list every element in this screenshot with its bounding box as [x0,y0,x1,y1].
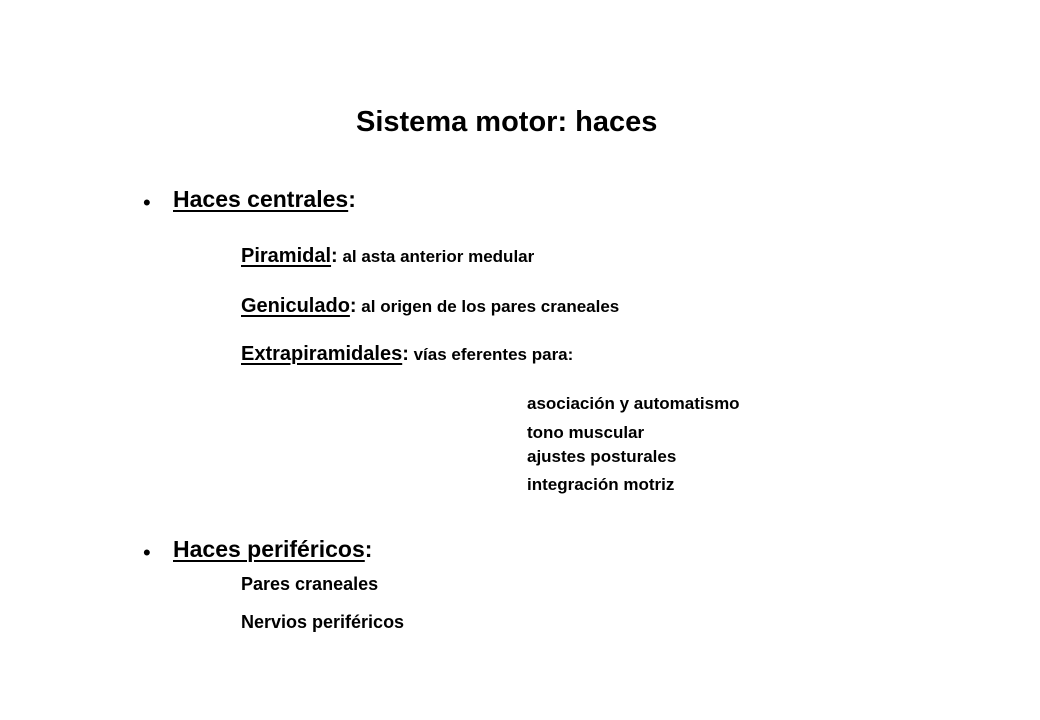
heading-haces-centrales [173,186,356,213]
subitem-text: al origen de los pares craneales [356,297,620,316]
subitem-term: Extrapiramidales [241,343,403,365]
subitem-term: Geniculado [241,295,350,317]
subitem-extrapiramidales [241,343,573,366]
bullet-marker: • [143,190,151,215]
subitem-geniculado [241,295,619,318]
subitem-colon: : [331,245,338,267]
heading-colon: : [348,186,356,212]
subitem-colon: : [402,343,409,365]
subitem-colon: : [349,295,357,317]
heading-text: Haces periféricos [173,536,365,562]
heading-haces-perifericos [173,536,372,563]
heading-text: Haces centrales [173,186,349,212]
subitem-text: al asta anterior medular [337,247,535,266]
function-item: tono muscular [527,423,645,442]
list-item: Nervios periféricos [241,612,405,632]
subitem-piramidal [241,245,534,268]
list-item: Pares craneales [241,574,379,594]
function-item: asociación y automatismo [527,394,740,413]
bullet-marker: • [143,540,151,565]
function-item: ajustes posturales [527,447,677,466]
subitem-term: Piramidal [241,245,332,267]
slide-title: Sistema motor: haces [356,106,658,138]
function-item: integración motriz [527,475,675,494]
heading-colon: : [364,536,373,562]
subitem-text: vías eferentes para: [408,345,574,364]
